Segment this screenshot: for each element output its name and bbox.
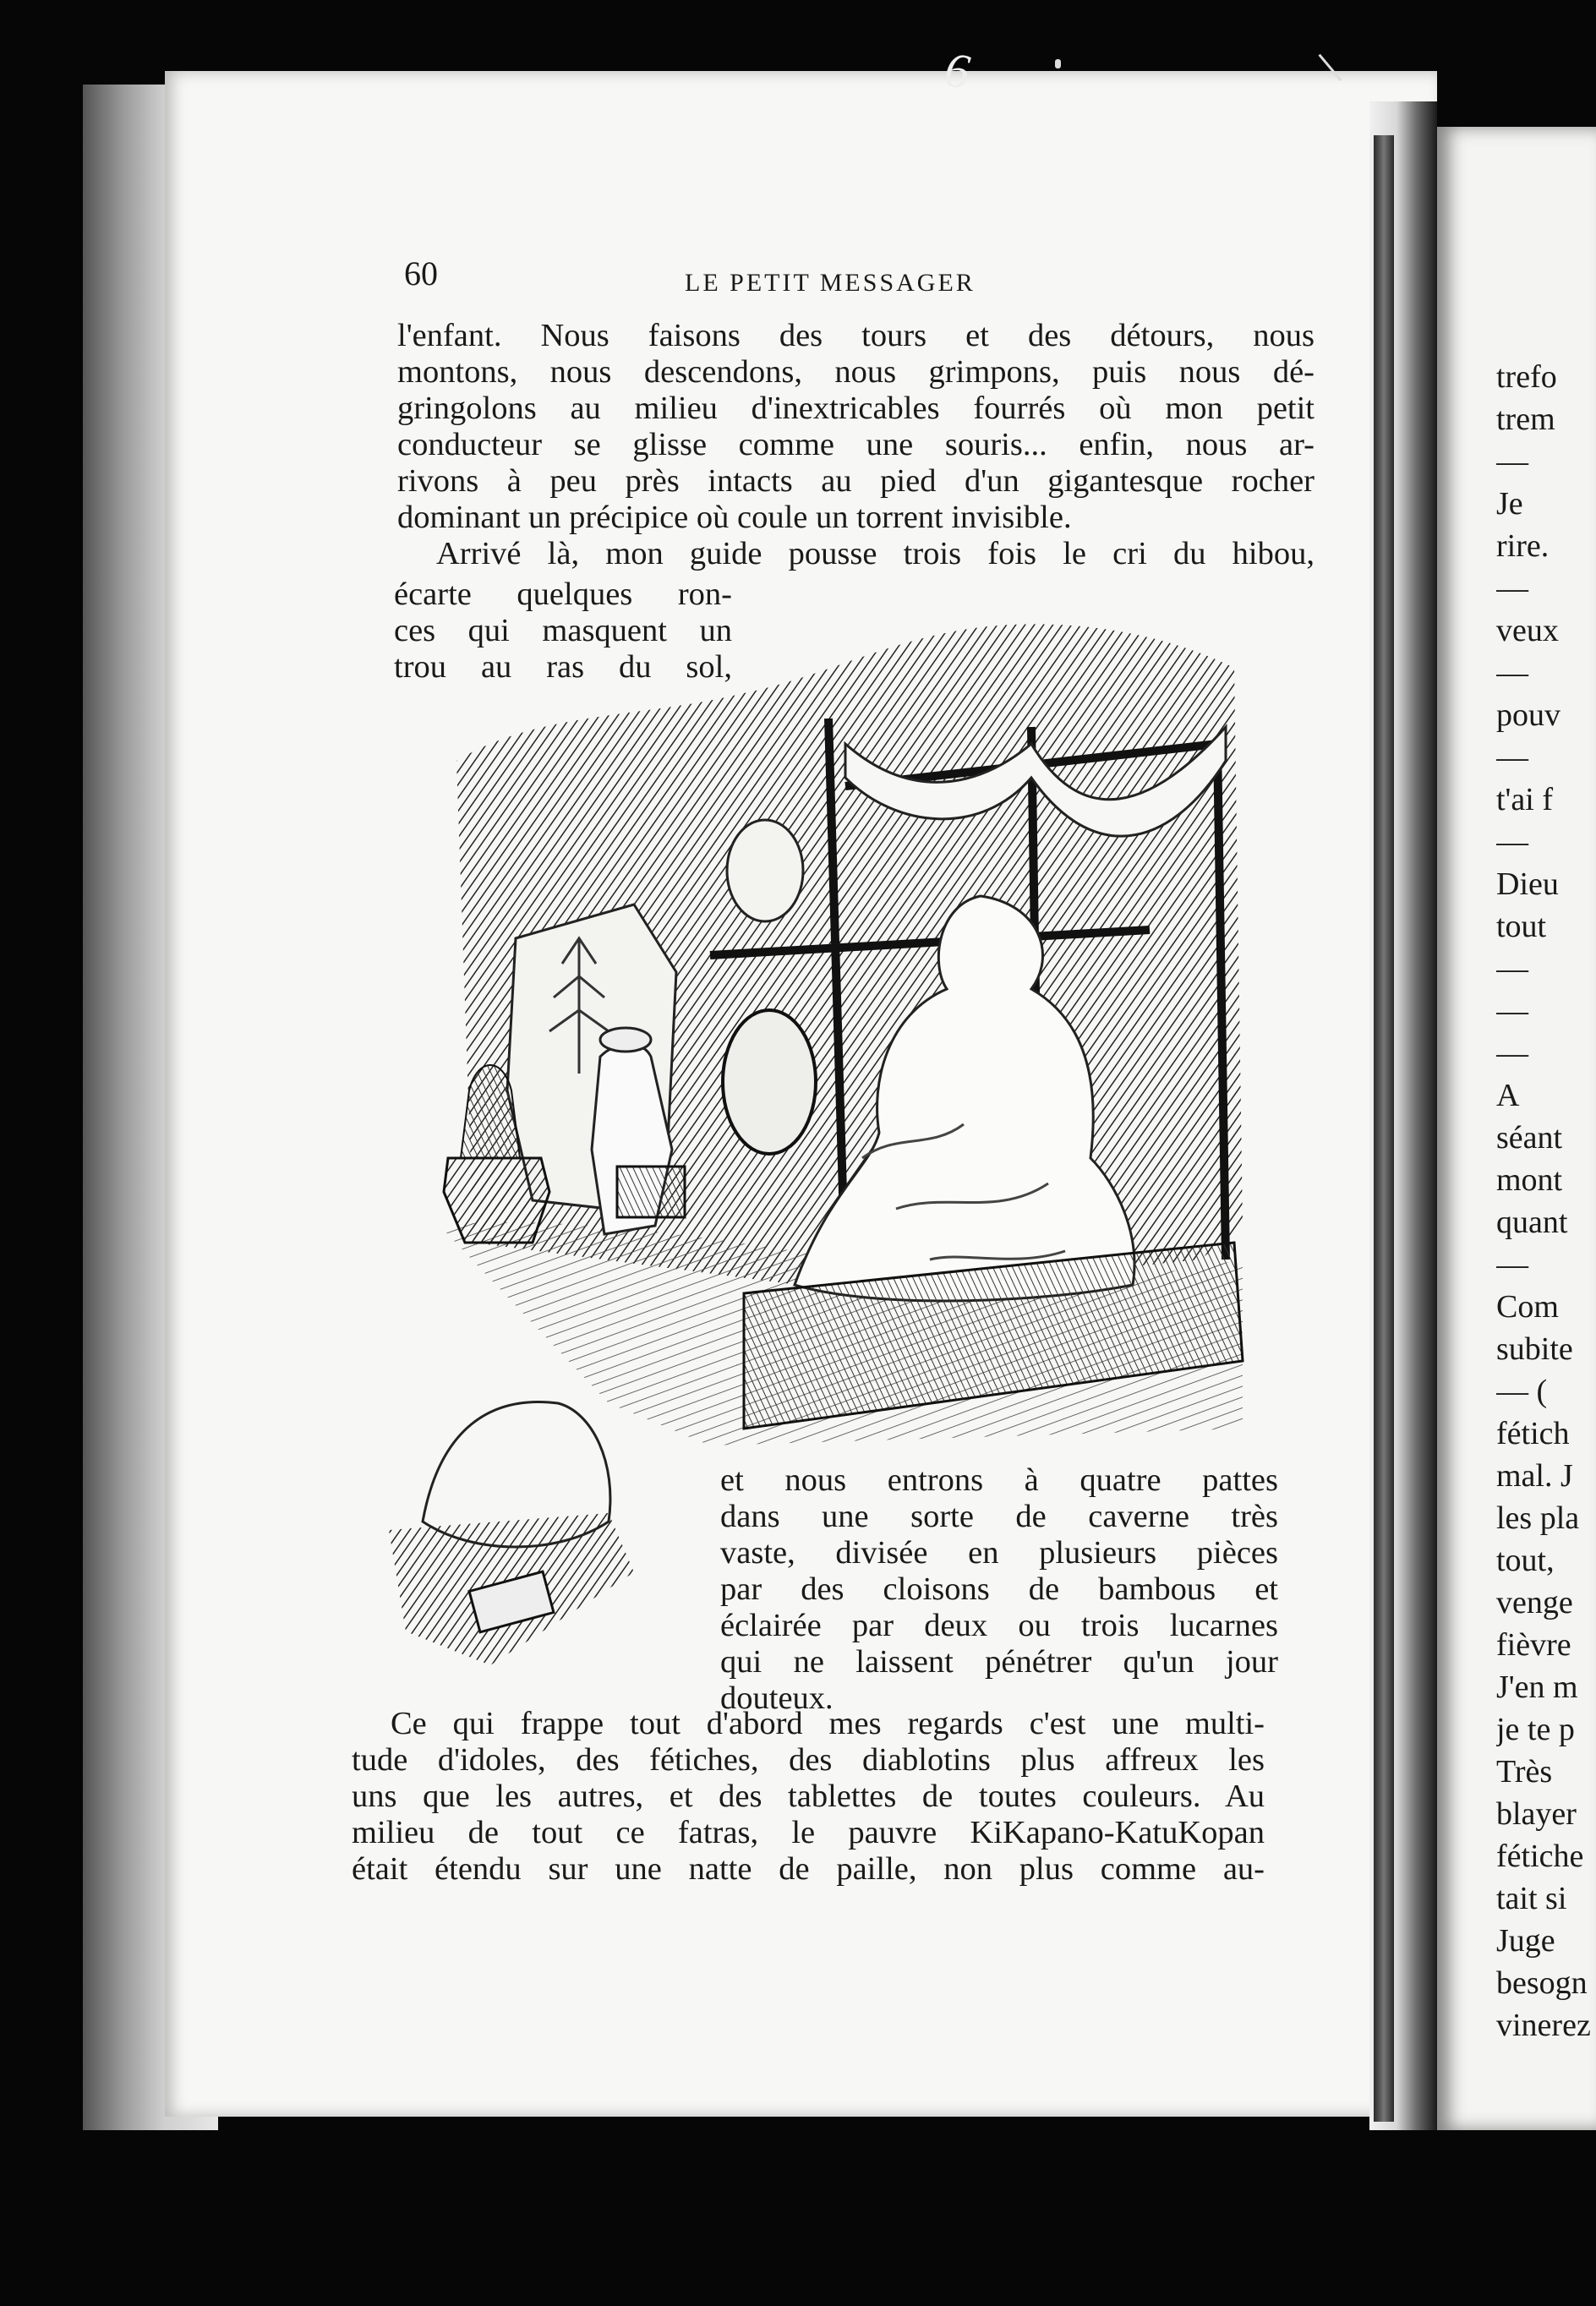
text-fragment: mal. J xyxy=(1496,1458,1573,1494)
text-fragment: mont xyxy=(1496,1162,1563,1198)
text-line: qui ne laissent pénétrer qu'un jour xyxy=(720,1644,1278,1680)
text-fragment: subite xyxy=(1496,1331,1573,1367)
incense-box xyxy=(617,1167,685,1217)
text-fragment: tout xyxy=(1496,909,1547,944)
text-fragment: Com xyxy=(1496,1289,1559,1325)
body-text-bottom xyxy=(352,1706,1265,1888)
text-line: milieu de tout ce fatras, le pauvre KiKapano-KatuKopan xyxy=(352,1815,1265,1850)
text-line: dominant un précipice où coule un torrent invisible. xyxy=(397,500,1072,535)
body-text-top xyxy=(397,318,1315,572)
text-line: et nous entrons à quatre pattes xyxy=(720,1462,1278,1498)
text-fragment: fétich xyxy=(1496,1416,1570,1451)
text-fragment: — xyxy=(1496,1247,1528,1282)
text-fragment: vinerez xyxy=(1496,2008,1591,2043)
text-fragment: veux xyxy=(1496,613,1559,648)
hanging-vase xyxy=(727,820,803,921)
text-fragment: Je xyxy=(1496,486,1523,522)
text-fragment: — xyxy=(1496,444,1528,479)
text-fragment: venge xyxy=(1496,1585,1573,1620)
text-line: Ce qui frappe tout d'abord mes regards c'est une multi- xyxy=(391,1706,1265,1741)
text-line: Arrivé là, mon guide pousse trois fois le cri du hibou, xyxy=(436,536,1315,571)
text-fragment: J'en m xyxy=(1496,1669,1578,1705)
text-line: uns que les autres, et des tablettes de toutes couleurs. Au xyxy=(352,1779,1265,1814)
text-fragment: — xyxy=(1496,1036,1528,1071)
idol-stand xyxy=(444,1158,549,1243)
text-line: dans une sorte de caverne très xyxy=(720,1499,1278,1534)
text-line: par des cloisons de bambous et xyxy=(720,1571,1278,1607)
text-fragment: besogn xyxy=(1496,1965,1588,2001)
page-number: 60 xyxy=(404,254,438,292)
facing-page-text xyxy=(1496,359,1596,2050)
text-fragment: Juge xyxy=(1496,1923,1555,1959)
text-fragment: séant xyxy=(1496,1120,1563,1156)
text-fragment: blayer xyxy=(1496,1796,1577,1832)
text-fragment: trefo xyxy=(1496,359,1557,395)
margin-annotation: 6 xyxy=(941,41,974,100)
text-fragment: — xyxy=(1496,824,1528,860)
text-fragment: — ( xyxy=(1496,1374,1548,1409)
text-fragment: fétiche xyxy=(1496,1839,1584,1874)
text-fragment: — xyxy=(1496,993,1528,1029)
text-line: éclairée par deux ou trois lucarnes xyxy=(720,1608,1278,1643)
margin-dot xyxy=(1055,59,1061,68)
spine-shadow xyxy=(1374,135,1394,2122)
text-fragment: fièvre xyxy=(1496,1627,1571,1663)
text-line: trou au ras du sol, xyxy=(394,649,732,685)
text-fragment: pouv xyxy=(1496,697,1560,733)
text-fragment: quant xyxy=(1496,1205,1568,1240)
running-head: LE PETIT MESSAGER xyxy=(685,269,976,297)
text-line: rivons à peu près intacts au pied d'un gigantesque rocher xyxy=(397,463,1315,499)
gong xyxy=(723,1010,816,1154)
body-text-beside-illustration xyxy=(720,1462,1278,1717)
text-fragment: les pla xyxy=(1496,1500,1580,1536)
text-line: l'enfant. Nous faisons des tours et des détours, nous xyxy=(397,318,1315,353)
text-line: gringolons au milieu d'inextricables fourrés où mon petit xyxy=(397,391,1315,426)
text-fragment: — xyxy=(1496,740,1528,775)
text-fragment: t'ai f xyxy=(1496,782,1553,817)
text-fragment: tait si xyxy=(1496,1881,1567,1916)
text-fragment: — xyxy=(1496,571,1528,606)
text-line: douteux. xyxy=(720,1680,834,1716)
text-fragment: — xyxy=(1496,951,1528,986)
text-fragment: Très xyxy=(1496,1754,1553,1790)
text-line: montons, nous descendons, nous grimpons, puis nous dé- xyxy=(397,354,1315,390)
text-line: écarte quelques ron- xyxy=(394,576,732,612)
text-fragment: — xyxy=(1496,655,1528,691)
text-fragment: trem xyxy=(1496,402,1555,437)
text-fragment: A xyxy=(1496,1078,1520,1113)
text-line: conducteur se glisse comme une souris... enfin, nous ar- xyxy=(397,427,1315,462)
text-line: ces qui masquent un xyxy=(394,613,732,648)
text-fragment: je te p xyxy=(1496,1712,1575,1747)
text-fragment: Dieu xyxy=(1496,866,1559,902)
text-fragment: rire. xyxy=(1496,528,1550,564)
text-line: était étendu sur une natte de paille, non plus comme au- xyxy=(352,1851,1265,1887)
text-fragment: tout, xyxy=(1496,1543,1555,1578)
text-line: tude d'idoles, des fétiches, des diablotins plus affreux les xyxy=(352,1742,1265,1778)
text-line: vaste, divisée en plusieurs pièces xyxy=(720,1535,1278,1571)
